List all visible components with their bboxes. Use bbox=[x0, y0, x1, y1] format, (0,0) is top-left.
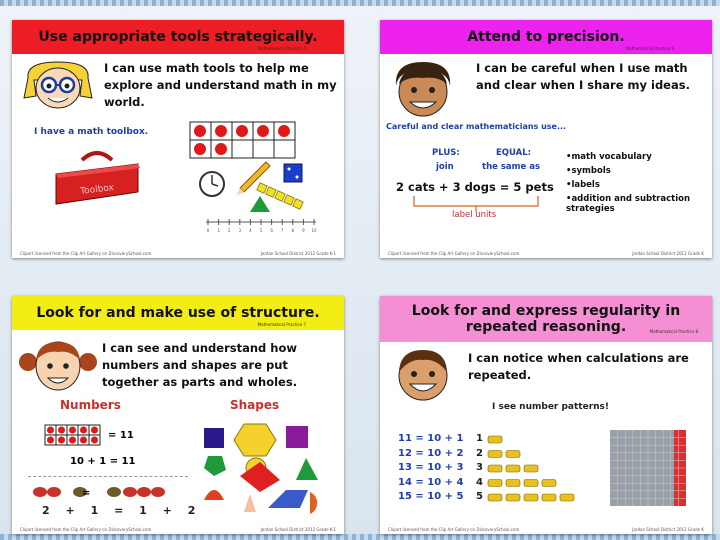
hundreds-chart-icon bbox=[610, 430, 690, 510]
bullet-list bbox=[566, 152, 706, 218]
count-item: 2 bbox=[476, 447, 483, 459]
card-footer-right: Jordan School District 2012 Grade K bbox=[632, 251, 704, 256]
card-footer-right: Jordan School District 2012 Grade K-1 bbox=[260, 527, 336, 532]
count-item: 5 bbox=[476, 491, 483, 502]
toolbox-icon bbox=[52, 146, 142, 216]
statement-line: explore and understand math in my bbox=[104, 78, 337, 92]
shapes-icon bbox=[200, 420, 330, 516]
number-line-icon bbox=[202, 216, 322, 234]
eq-token: 1 bbox=[139, 504, 147, 517]
bullet-item: • labels bbox=[566, 180, 706, 190]
equation-item: 11 = 10 + 1 bbox=[398, 433, 464, 444]
equation-item: 15 = 10 + 5 bbox=[398, 491, 464, 502]
tick-label: 0 bbox=[206, 228, 210, 233]
card-subtitle: Mathematical Practice 6 bbox=[625, 46, 674, 51]
card-title: Use appropriate tools strategically. bbox=[38, 29, 318, 45]
tick-label: 8 bbox=[291, 228, 295, 233]
statement-line: and clear when I share my ideas. bbox=[476, 78, 690, 92]
statement bbox=[102, 340, 297, 391]
card-footer-right: Jordan School District 2012 Grade K bbox=[632, 527, 704, 532]
equation-item: 14 = 10 + 4 bbox=[398, 476, 464, 488]
top-border bbox=[0, 0, 720, 6]
girl-pigtails-icon bbox=[18, 336, 98, 394]
bottom-border bbox=[0, 534, 720, 540]
girl-glasses-icon bbox=[18, 58, 98, 118]
card-subtitle: Mathematical Practice 5 bbox=[257, 46, 306, 51]
same-as-label: the same as bbox=[482, 162, 541, 172]
card-subtitle: Mathematical Practice 8 bbox=[649, 329, 698, 334]
card-tools bbox=[12, 20, 344, 258]
statement bbox=[468, 350, 689, 384]
divider bbox=[28, 476, 188, 477]
tick-label: 9 bbox=[302, 228, 305, 233]
eq-token: 1 bbox=[90, 504, 99, 517]
bullet-item: • symbols bbox=[566, 166, 706, 176]
count-item: 1 bbox=[476, 433, 483, 444]
statement bbox=[104, 60, 337, 111]
card-footer-left: Clipart licensed from the Clip Art Gallery on DiscoverySchool.com bbox=[20, 527, 152, 532]
card-title: Attend to precision. bbox=[467, 29, 625, 45]
tick-label: 6 bbox=[270, 228, 273, 233]
equal-label bbox=[482, 146, 540, 174]
card-footer-right: Jordan School District 2012 Grade K-1 bbox=[260, 251, 336, 256]
boy-smile-icon bbox=[390, 346, 456, 404]
bullet-item: • addition and subtraction strategies bbox=[566, 194, 706, 214]
eq-token: + bbox=[65, 504, 75, 517]
card-title-line: repeated reasoning. bbox=[465, 319, 627, 335]
boy-face-icon bbox=[388, 58, 458, 120]
card-footer-left: Clipart licensed from the Clip Art Gallery on DiscoverySchool.com bbox=[388, 251, 520, 256]
precision-caption: Careful and clear mathematicians use... bbox=[386, 122, 567, 131]
tick-label: 1 bbox=[217, 228, 220, 233]
equation: 2 cats + 3 dogs = 5 pets bbox=[396, 180, 554, 194]
card-banner bbox=[380, 20, 712, 54]
ten-frame-equation: = 11 bbox=[108, 430, 134, 441]
equation-list bbox=[398, 432, 463, 505]
numbers-label: Numbers bbox=[60, 398, 121, 412]
units-label: label units bbox=[452, 210, 497, 220]
equation-item: 13 = 10 + 3 bbox=[398, 462, 464, 473]
plus-label-text: PLUS: bbox=[432, 148, 460, 158]
bottom-equation bbox=[42, 504, 195, 517]
statement-line: together as parts and wholes. bbox=[102, 375, 298, 389]
card-footer-left: Clipart licensed from the Clip Art Gallery on DiscoverySchool.com bbox=[388, 527, 520, 532]
sum-equation: 10 + 1 = 11 bbox=[70, 456, 136, 467]
car-rows-icon bbox=[486, 434, 596, 510]
shapes-label: Shapes bbox=[230, 398, 280, 412]
eq-token: 2 bbox=[42, 504, 50, 517]
join-label: join bbox=[436, 162, 454, 172]
plus-label bbox=[432, 146, 460, 174]
tick-label: 10 bbox=[311, 228, 317, 233]
card-structure bbox=[12, 296, 344, 534]
animals-equal: = bbox=[82, 488, 91, 499]
eq-token: = bbox=[114, 504, 124, 517]
count-item: 3 bbox=[476, 462, 483, 473]
statement-line: I can notice when calculations are bbox=[468, 351, 689, 365]
card-title: Look for and make use of structure. bbox=[36, 305, 320, 321]
tick-label: 2 bbox=[227, 228, 231, 233]
statement-line: world. bbox=[104, 95, 145, 109]
bullet-item: • math vocabulary bbox=[566, 152, 706, 162]
ten-frame-icon bbox=[188, 120, 298, 162]
equation-item: 12 = 10 + 2 bbox=[398, 447, 464, 459]
card-subtitle: Mathematical Practice 7 bbox=[257, 322, 306, 327]
card-banner bbox=[12, 20, 344, 54]
statement-line: repeated. bbox=[468, 368, 532, 382]
animals-icon bbox=[30, 482, 180, 502]
eq-token: + bbox=[162, 504, 172, 517]
toolbox-label: Toolbox bbox=[79, 182, 115, 198]
tick-label: 7 bbox=[280, 228, 284, 233]
count-list bbox=[476, 432, 483, 505]
eq-token: 2 bbox=[187, 504, 196, 517]
card-title-line: Look for and express regularity in bbox=[411, 303, 681, 319]
statement bbox=[476, 60, 690, 94]
statement-line: numbers and shapes are put bbox=[102, 358, 288, 372]
tick-label: 5 bbox=[259, 228, 263, 233]
card-banner bbox=[380, 296, 712, 342]
card-footer-left: Clipart licensed from the Clip Art Gallery on DiscoverySchool.com bbox=[20, 251, 152, 256]
pattern-caption: I see number patterns! bbox=[492, 402, 610, 412]
card-banner bbox=[12, 296, 344, 330]
ten-frame-icon bbox=[44, 424, 104, 448]
tick-label: 3 bbox=[238, 228, 242, 233]
card-precision bbox=[380, 20, 712, 258]
statement-line: I can be careful when I use math bbox=[476, 61, 688, 75]
equal-label-text: EQUAL: bbox=[496, 148, 532, 158]
card-regularity bbox=[380, 296, 712, 534]
tick-label: 4 bbox=[249, 228, 252, 233]
statement-line: I can see and understand how bbox=[102, 341, 297, 355]
count-item: 4 bbox=[476, 476, 483, 488]
statement-line: I can use math tools to help me bbox=[104, 61, 309, 75]
toolbox-caption: I have a math toolbox. bbox=[34, 127, 149, 137]
